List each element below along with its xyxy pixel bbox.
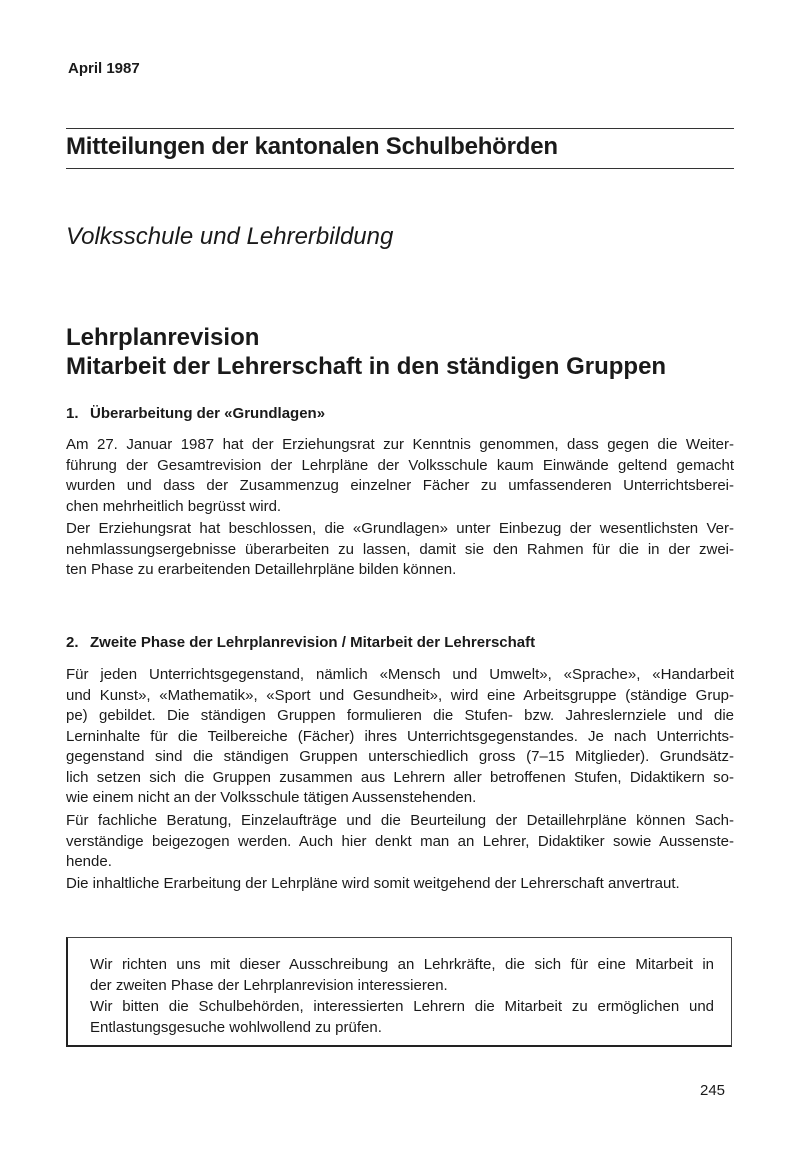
notice-box bbox=[66, 937, 732, 1047]
text-line: gegenstand sind die ständigen Gruppen unterschiedlich gross (7–15 Mitglieder). Grundsätz- bbox=[66, 748, 734, 765]
section-1-heading bbox=[66, 405, 325, 422]
section-2-paragraph-3 bbox=[66, 874, 734, 895]
masthead-rule-top bbox=[66, 128, 734, 129]
text-line: Am 27. Januar 1987 hat der Erziehungsrat zur Kenntnis genommen, dass gegen die Weiter- bbox=[66, 436, 734, 453]
text-line: verständige beigezogen werden. Auch hier denkt man an Lehrer, Didaktiker sowie Aussenste- bbox=[66, 832, 734, 850]
page-number: 245 bbox=[700, 1082, 726, 1099]
text-line: wie einem nicht an der Volksschule tätigen Aussenstehenden. bbox=[66, 789, 477, 806]
text-line: führung der Gesamtrevision der Lehrpläne der Volksschule kaum Einwände geltend gemacht bbox=[66, 456, 734, 474]
article-title-line2: Mitarbeit der Lehrerschaft in den ständigen Gruppen bbox=[66, 353, 667, 380]
section-1-paragraph-2 bbox=[66, 519, 734, 581]
section-1-paragraph-1 bbox=[66, 435, 734, 517]
text-line: Der Erziehungsrat hat beschlossen, die «Grundlagen» unter Einbezug der wesentlichsten Ver- bbox=[66, 520, 734, 537]
section-2-heading-text: Zweite Phase der Lehrplanrevision / Mitarbeit der Lehrerschaft bbox=[90, 634, 536, 651]
text-line: Für fachliche Beratung, Einzelaufträge und die Beurteilung der Detaillehrpläne können Sach- bbox=[66, 812, 734, 829]
text-line: lich setzen sich die Gruppen zusammen aus Lehrern aller betroffenen Stufen, Didaktikern so- bbox=[66, 768, 734, 786]
text-line: der zweiten Phase der Lehrplanrevision interessieren. bbox=[90, 976, 448, 994]
section-1-heading-text: Überarbeitung der «Grundlagen» bbox=[90, 405, 326, 422]
text-line: chen mehrheitlich begrüsst wird. bbox=[66, 497, 282, 515]
article-title-line1: Lehrplanrevision bbox=[66, 324, 260, 351]
text-line: Für jeden Unterrichtsgegenstand, nämlich «Mensch und Umwelt», «Sprache», «Handarbeit bbox=[66, 666, 734, 683]
text-line: Wir bitten die Schulbehörden, interessierten Lehrern die Mitarbeit zu ermöglichen und bbox=[90, 998, 714, 1015]
article-title bbox=[66, 323, 666, 381]
section-2-heading bbox=[66, 634, 535, 651]
text-line: nehmlassungsergebnisse überarbeiten zu lassen, damit sie den Rahmen für die in der zwei- bbox=[66, 540, 734, 558]
issue-date: April 1987 bbox=[68, 60, 140, 77]
section-1-number: 1. bbox=[66, 405, 79, 422]
notice-paragraph-2 bbox=[90, 997, 714, 1038]
text-line: ten Phase zu erarbeitenden Detaillehrpläne bilden können. bbox=[66, 561, 457, 578]
section-2-paragraph-1 bbox=[66, 665, 734, 809]
text-line: Die inhaltliche Erarbeitung der Lehrpläne wird somit weitgehend der Lehrerschaft anvertraut. bbox=[66, 875, 680, 892]
text-line: Lerninhalte für die Teilbereiche (Fächer) ihres Unterrichtsgegenstandes. Je nach Unterrichts- bbox=[66, 727, 734, 745]
text-line: Entlastungsgesuche wohlwollend zu prüfen. bbox=[90, 1018, 382, 1036]
text-line: wurden und dass der Zusammenzug einzelner Fächer zu umfassenderen Unterrichtsberei- bbox=[66, 477, 734, 494]
section-2-paragraph-2 bbox=[66, 811, 734, 873]
section-2-number: 2. bbox=[66, 634, 79, 651]
section-title: Volksschule und Lehrerbildung bbox=[66, 223, 394, 250]
masthead-rule-bottom bbox=[66, 168, 734, 169]
text-line: Wir richten uns mit dieser Ausschreibung an Lehrkräfte, die sich für eine Mitarbeit in bbox=[90, 956, 714, 973]
notice-paragraph-1 bbox=[90, 955, 714, 996]
masthead-title: Mitteilungen der kantonalen Schulbehörden bbox=[66, 133, 558, 160]
text-line: pe) gebildet. Die ständigen Gruppen formulieren die Stufen- bzw. Jahreslernziele und die bbox=[66, 707, 734, 724]
text-line: hende. bbox=[66, 853, 112, 870]
text-line: und Kunst», «Mathematik», «Sport und Gesundheit», wird eine Arbeitsgruppe (ständige Grup- bbox=[66, 686, 734, 704]
